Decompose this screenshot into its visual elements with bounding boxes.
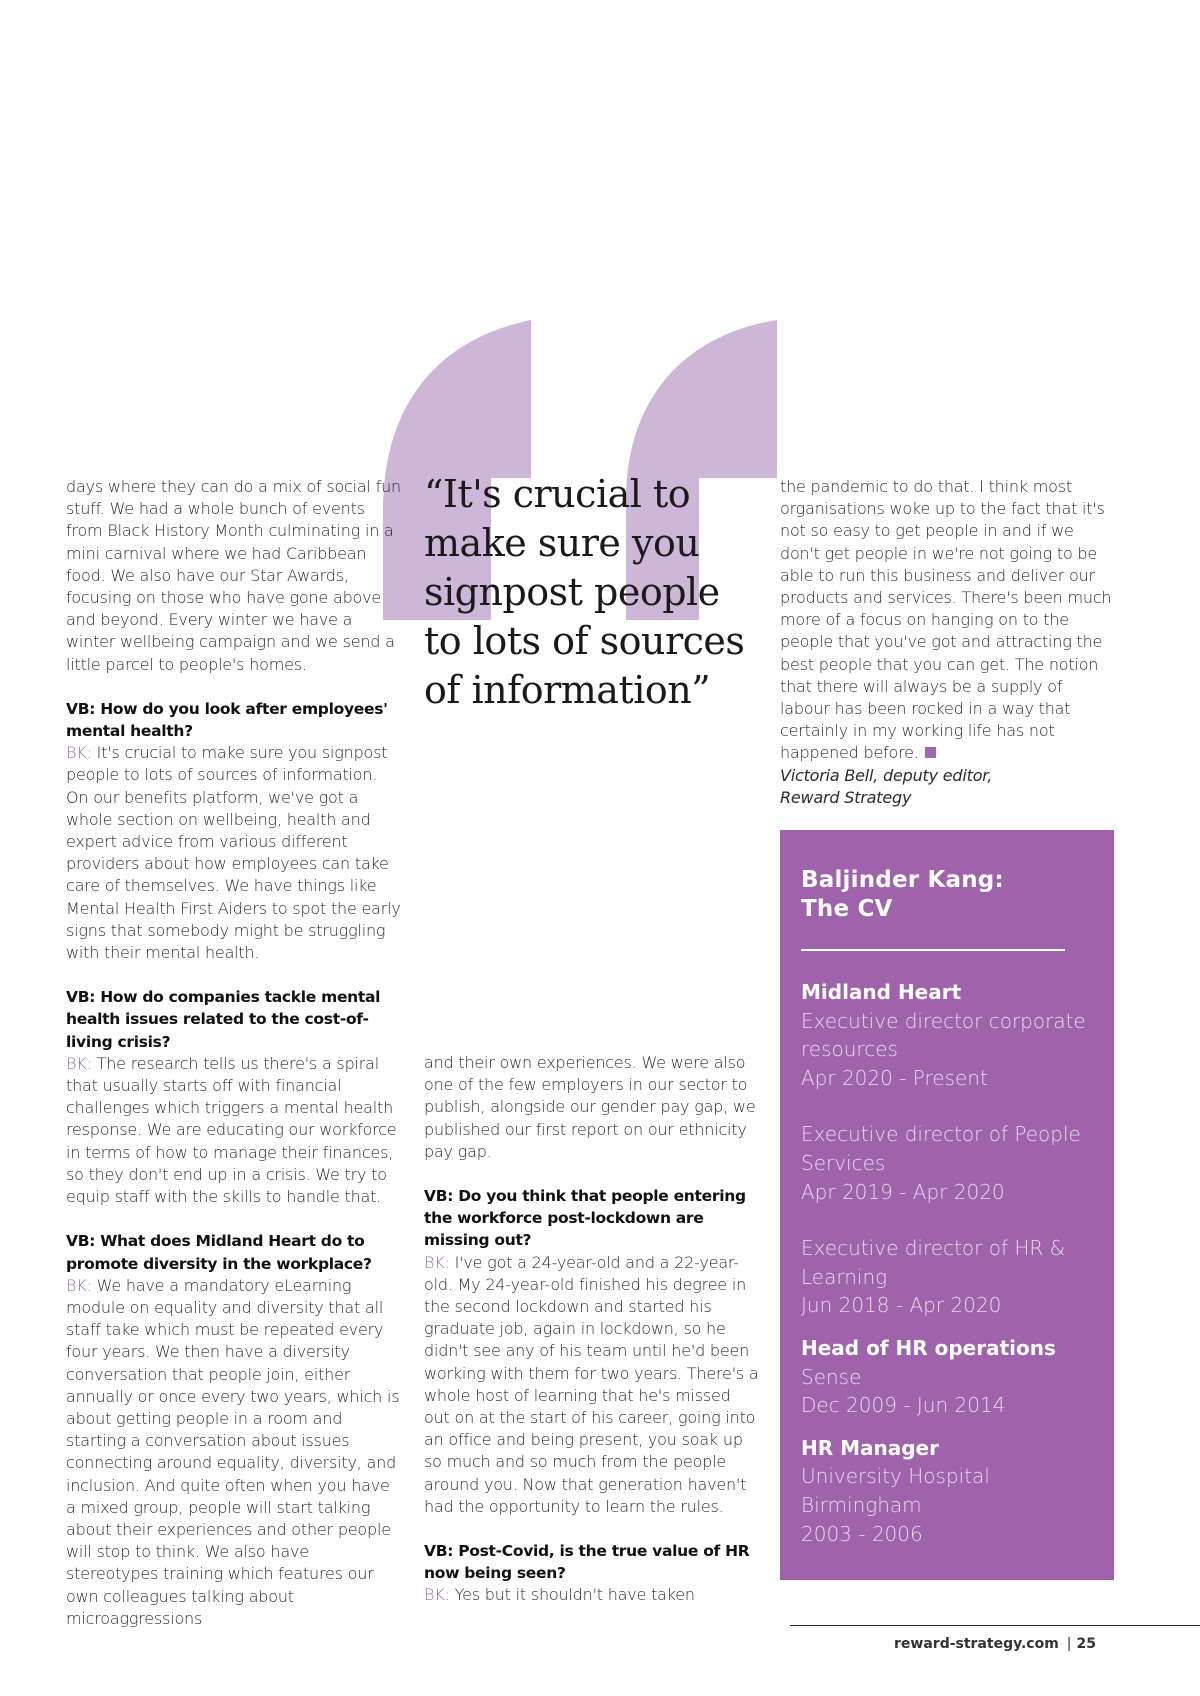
question-post-lockdown: VB: Do you think that people entering the workforce post-lockdown are missing out? (424, 1187, 746, 1250)
cv-org: University Hospital Birmingham (801, 1464, 990, 1517)
page-footer (800, 1636, 1096, 1652)
cv-dates: 2003 - 2006 (801, 1521, 923, 1546)
end-square-icon (925, 747, 936, 758)
cv-dates: Apr 2020 - Present (801, 1065, 988, 1090)
pull-quote: “It's crucial to make sure you signpost people to lots of sources of information” (424, 472, 745, 712)
cv-dates: Apr 2019 - Apr 2020 (801, 1179, 1005, 1204)
cv-role: Executive director of People Services (801, 1122, 1081, 1175)
speaker-label: BK: (424, 1585, 450, 1605)
answer-mental-health: BK: It's crucial to make sure you signpost people to lots of sources of information. On our benefits platform, we've got a whole section on wellbeing, health and expert advice from various different providers about how employees can take care of themselves. We have things like Mental Health First Aiders to spot the early signs that somebody might be struggling with their mental health. (66, 743, 401, 963)
cv-divider (801, 949, 1065, 951)
cv-body (801, 978, 1101, 1548)
cv-role-title: HR Manager (801, 1435, 939, 1460)
left-column (66, 476, 402, 1630)
cv-role: Executive director of HR & Learning (801, 1236, 1066, 1289)
cv-role-title: Head of HR operations (801, 1335, 1056, 1360)
cv-org-midland-heart: Midland Heart (801, 980, 962, 1004)
cv-title: Baljinder Kang: The CV (801, 867, 1004, 922)
page-number: 25 (1076, 1636, 1096, 1652)
left-para-1: days where they can do a mix of social fun stuff. We had a whole bunch of events from Black History Month culminating in a mini carnival where we had Caribbean food. We also have our Star Awards, focusing on those who have gone above and beyond. Every winter we have a winter wellbeing campaign and we send a little parcel to people's homes. (66, 477, 401, 674)
speaker-label: BK: (66, 743, 92, 763)
footer-divider (790, 1625, 1200, 1626)
cv-dates: Dec 2009 - Jun 2014 (801, 1393, 1006, 1418)
footer-site: reward-strategy.com (894, 1636, 1059, 1652)
cv-dates: Jun 2018 - Apr 2020 (801, 1293, 1002, 1318)
author-signature-line1: Victoria Bell, deputy editor, (780, 765, 993, 785)
middle-column (424, 1052, 760, 1607)
speaker-label: BK: (66, 1053, 92, 1073)
middle-para-1: and their own experiences. We were also one of the few employers in our sector to publish, alongside our gender pay gap, we published our first report on our ethnicity pay gap. (424, 1053, 756, 1161)
question-cost-of-living: VB: How do companies tackle mental health issues related to the cost-of-living crisis? (66, 988, 381, 1051)
answer-diversity: BK: We have a mandatory eLearning module on equality and diversity that all staff take which must be repeated every four years. We then have a diversity conversation that people join, either annually or once every two years, which is about getting people in a room and starting a conversation about issues connecting around equality, diversity, and inclusion. And quite often when you have a mixed group, people will start talking about their experiences and other people will stop to think. We also have stereotypes training which features our own colleagues talking about microaggressions (66, 1275, 400, 1628)
question-value-of-hr: VB: Post-Covid, is the true value of HR now being seen? (424, 1542, 750, 1583)
question-mental-health: VB: How do you look after employees' mental health? (66, 699, 388, 741)
author-signature-line2: Reward Strategy (780, 787, 912, 807)
answer-post-lockdown: BK: I've got a 24-year-old and a 22-year-old. My 24-year-old finished his degree in the second lockdown and started his graduate job, again in lockdown, so he didn't see any of his team until he'd been working with them for two years. There's a whole host of learning that he's missed out on at the start of his career, going into an office and being present, you soak up so much and so much from the people around you. Now that generation haven't had the opportunity to learn the rules. (424, 1252, 759, 1516)
question-diversity: VB: What does Midland Heart do to promote diversity in the workplace? (66, 1232, 372, 1273)
cv-org: Sense (801, 1364, 862, 1389)
answer-cost-of-living: BK: The research tells us there's a spiral that usually starts off with financial challenges which triggers a mental health response. We are educating our workforce in terms of how to manage their finances, so they don't end up in a crisis. We try to equip staff with the skills to handle that. (66, 1053, 397, 1207)
right-column (780, 476, 1116, 809)
footer-separator: | (1066, 1636, 1072, 1652)
cv-box (780, 830, 1114, 1580)
answer-value-of-hr: BK: Yes but it shouldn't have taken (424, 1585, 695, 1605)
right-para-1: the pandemic to do that. I think most organisations woke up to the fact that it's not so easy to get people in and if we don't get people in we're not going to be able to run this business and deliver our products and services. There's been much more of a focus on hanging on to the people that you've got and attracting the best people that you can get. The notion that there will always be a supply of labour has been rocked in a way that certainly in my working life has not happened before. (780, 477, 1112, 763)
speaker-label: BK: (424, 1252, 450, 1272)
speaker-label: BK: (66, 1275, 92, 1295)
cv-role: Executive director corporate resources (801, 1008, 1086, 1062)
